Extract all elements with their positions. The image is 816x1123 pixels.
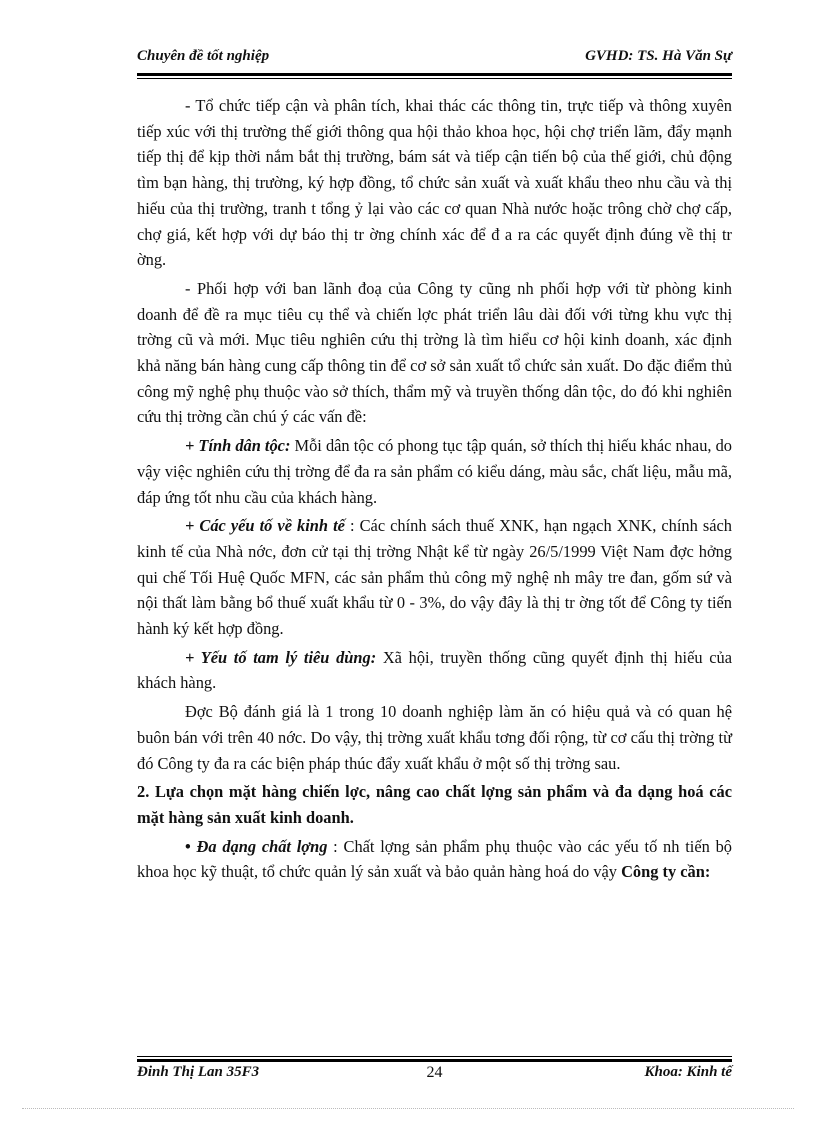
page-edge-dotted-line xyxy=(22,1108,794,1109)
item-quality-text: : Chất lợng sản phẩm phụ thuộc vào các yếu tố nh tiến bộ khoa học kỹ thuật, tổ chức quản lý sản xuất và bảo quản hàng hoá do vậy xyxy=(137,836,732,882)
item-psychology-text: Xã hội, truyền thống cũng quyết định thị hiếu của khách hàng. xyxy=(137,647,732,693)
header-advisor: GVHD: TS. Hà Văn Sự xyxy=(585,48,732,64)
page-footer xyxy=(137,1064,732,1086)
item-economic-label: + Các yếu tố về kinh tế xyxy=(185,516,345,536)
item-ethnicity-text: Mỗi dân tộc có phong tục tập quán, sở thích thị hiếu khác nhau, do vậy việc nghiên cứu thị trờng để đa ra sản phẩm có kiểu dáng, màu sắc, chất liệu, mẫu mã, đáp ứng tốt nhu cầu của khách hàng. xyxy=(137,436,732,507)
footer-rule-thin xyxy=(137,1056,732,1057)
header-rule-thick xyxy=(137,73,732,76)
paragraph-3: Đợc Bộ đánh giá là 1 trong 10 doanh nghiệp làm ăn có hiệu quả và có quan hệ buôn bán với trên 40 nớc. Do vậy, thị trờng xuất khẩu tơng đối rộng, từ cơ cấu thị trờng từ đó Công ty đa ra các biện pháp thúc đẩy xuất khẩu ở một số thị trờng sau. xyxy=(137,702,732,773)
item-ethnicity xyxy=(137,433,732,510)
item-ethnicity-label: + Tính dân tộc: xyxy=(185,436,291,456)
item-economic-text: : Các chính sách thuế XNK, hạn ngạch XNK, chính sách kinh tế của Nhà nớc, đơn cử tại thị trờng Nhật kể từ ngày 26/5/1999 Việt Nam đợc hởng qui chế Tối Huệ Quốc MFN, các sản phẩm thủ công mỹ nghệ nh mây tre đan, gốm sứ và nội thất làm bằng bổ thuế xuất khẩu từ 0 - 3%, do vậy đây là thị tr ờng tốt để Công ty tiến hành ký kết hợp đồng. xyxy=(137,516,732,639)
item-quality-label: Đa dạng chất lợng xyxy=(196,836,328,856)
item-quality xyxy=(137,834,732,885)
item-psychology-label: + Yếu tố tam lý tiêu dùng: xyxy=(185,647,377,667)
item-quality-bold-end: Công ty cần: xyxy=(621,862,711,882)
footer-rule-thick xyxy=(137,1059,732,1062)
paragraph-2: - Phối hợp với ban lãnh đoạ của Công ty cũng nh phối hợp với từ phòng kinh doanh để đề ra mục tiêu cụ thể và chiến lợc phát triển lâu dài đối với từng khu vực thị trờng cũ và mới. Mục tiêu nghiên cứu thị trờng là tìm hiểu cơ hội kinh doanh, xác định khả năng bán hàng cung cấp thông tin để cơ sở sản xuất tổ chức sản xuất. Do đặc điểm thủ công mỹ nghệ phụ thuộc vào sở thích, thẩm mỹ và truyền thống dân tộc, do đó khi nghiên cứu thị trờng cần chú ý các vấn đề: xyxy=(137,278,732,427)
section-heading: 2. Lựa chọn mặt hàng chiến lợc, nâng cao chất lợng sản phẩm và đa dạng hoá các mặt hàng sản xuất kinh doanh. xyxy=(137,782,732,827)
page-number: 24 xyxy=(426,1064,443,1081)
item-psychology xyxy=(137,645,732,696)
footer-faculty: Khoa: Kinh tế xyxy=(644,1064,732,1080)
page-header xyxy=(137,48,732,70)
header-title: Chuyên đề tốt nghiệp xyxy=(137,48,270,64)
paragraph-1: - Tổ chức tiếp cận và phân tích, khai thác các thông tin, trực tiếp và thông xuyên tiếp xúc với thị trường thế giới thông qua hội thảo khoa học, hội chợ triển lãm, đẩy mạnh tiếp thị để kịp thời nắm bắt thị trường, bám sát và tiếp cận tiến bộ của thế giới, chủ động tìm bạn hàng, thị trường, ký hợp đồng, tổ chức sản xuất và xuất khẩu theo nhu cầu và thị hiếu của thị trường, tranh t tổng ỷ lại vào các cơ quan Nhà nước hoặc trông chờ chợ cấp, chợ giá, kết hợp với dự báo thị tr ờng chính xác để đ a ra các quyết định đúng về thị tr ờng. xyxy=(137,96,732,270)
header-rule-thin xyxy=(137,78,732,79)
bullet-icon: • xyxy=(185,836,191,856)
item-economic xyxy=(137,513,732,642)
footer-author: Đinh Thị Lan 35F3 xyxy=(137,1064,260,1080)
page-body xyxy=(137,93,732,888)
